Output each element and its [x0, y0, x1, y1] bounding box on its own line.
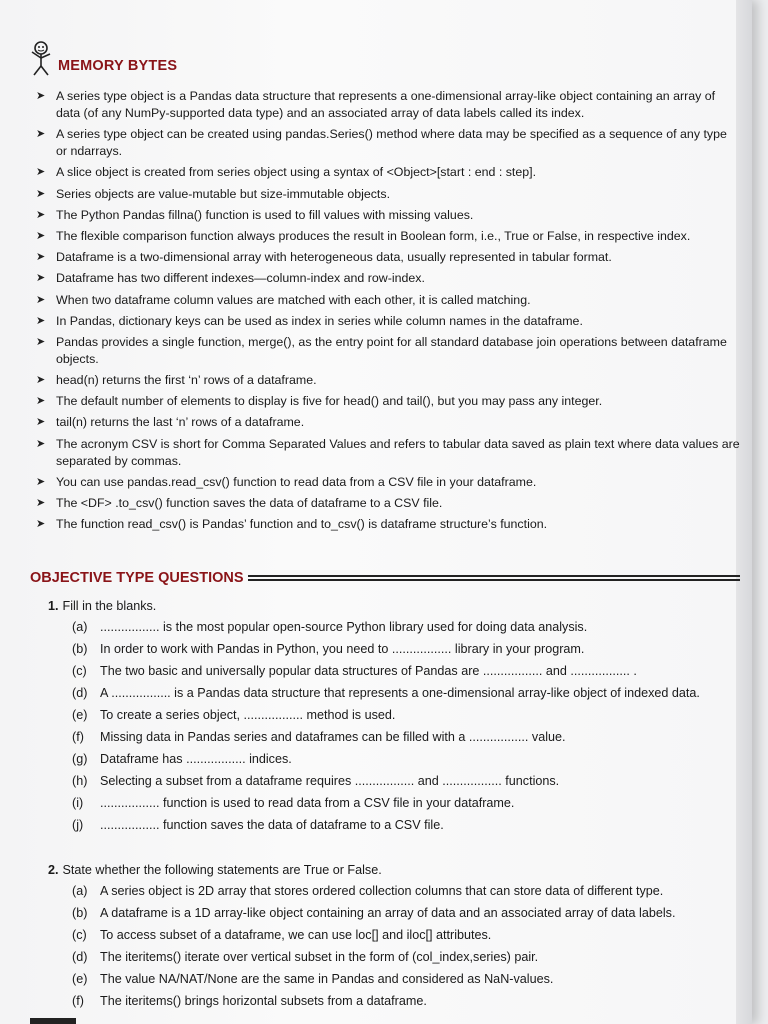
list-item: (d) The iteritems() iterate over vertical subset in the form of (col_index,series) pair.: [72, 950, 539, 964]
objective-header: [30, 570, 740, 586]
arrow-bullet-icon: ➤: [36, 416, 46, 429]
arrow-bullet-icon: ➤: [36, 208, 46, 221]
arrow-bullet-icon: ➤: [36, 166, 46, 179]
question-number: 1.: [48, 599, 59, 613]
arrow-bullet-icon: ➤: [36, 229, 46, 242]
list-item: (j) ................. function saves the data of dataframe to a CSV file.: [72, 818, 444, 832]
arrow-bullet-icon: ➤: [36, 251, 46, 264]
arrow-bullet-icon: ➤: [36, 335, 46, 348]
list-item: (a) ................. is the most popular open-source Python library used for doing data analysis.: [72, 620, 588, 634]
list-item: (c) The two basic and universally popular data structures of Pandas are ................. and ................. .: [72, 664, 637, 678]
arrow-bullet-icon: ➤: [36, 395, 46, 408]
list-item: (c) To access subset of a dataframe, we can use loc[] and iloc[] attributes.: [72, 928, 492, 942]
list-item: ➤ Dataframe is a two-dimensional array with heterogeneous data, usually represented in tabular format.: [36, 250, 612, 265]
list-item: ➤ Dataframe has two different indexes—column-index and row-index.: [36, 271, 425, 286]
list-item: ➤ head(n) returns the first ‘n’ rows of a dataframe.: [36, 373, 317, 388]
question-2-items: [72, 883, 738, 1010]
list-item: (e) To create a series object, ................. method is used.: [72, 708, 396, 722]
arrow-bullet-icon: ➤: [36, 437, 46, 450]
memory-bytes-header: [28, 40, 177, 76]
arrow-bullet-icon: ➤: [36, 187, 46, 200]
list-item: (h) Selecting a subset from a dataframe requires ................. and ................. functions.: [72, 774, 560, 788]
list-item: (f) The iteritems() brings horizontal subsets from a dataframe.: [72, 994, 427, 1008]
memory-bytes-title: MEMORY BYTES: [58, 58, 178, 74]
header-double-rule: [248, 574, 740, 583]
question-1-items: [72, 619, 738, 834]
arrow-bullet-icon: ➤: [36, 497, 46, 509]
arrow-bullet-icon: ➤: [36, 374, 46, 387]
list-item: (f) Missing data in Pandas series and dataframes can be filled with a ................. value.: [72, 730, 566, 744]
arrow-bullet-icon: ➤: [36, 518, 46, 531]
list-item: ➤ Series objects are value-mutable but size-immutable objects.: [36, 186, 391, 201]
list-item: ➤ The default number of elements to display is five for head() and tail(), but you may pass any integer.: [36, 394, 603, 409]
question-1: [48, 598, 738, 839]
list-item: ➤ You can use pandas.read_csv() function to read data from a CSV file in your dataframe.: [36, 474, 537, 489]
list-item: ➤ A series type object is a Pandas data structure that represents a one-dimensional array-like object containing an array of data (of any NumPy-supported data type) and an associated array of data labels called its index.: [36, 89, 716, 120]
list-item: ➤ tail(n) returns the last ‘n’ rows of a dataframe.: [36, 415, 305, 430]
list-item: (a) A series object is 2D array that stores ordered collection columns that can store data of different type.: [72, 884, 664, 898]
question-text: State whether the following statements are True or False.: [62, 863, 382, 877]
list-item: ➤ The function read_csv() is Pandas’ function and to_csv() is dataframe structure’s function.: [36, 517, 548, 532]
list-item: (b) In order to work with Pandas in Python, you need to ................. library in your program.: [72, 642, 585, 656]
list-item: ➤ The Python Pandas fillna() function is used to fill values with missing values.: [36, 207, 474, 222]
list-item: (i) ................. function is used to read data from a CSV file in your dataframe.: [72, 796, 515, 810]
list-item: (b) A dataframe is a 1D array-like object containing an array of data and an associated array of data labels.: [72, 906, 676, 920]
footer-bar: [30, 1018, 76, 1024]
list-item: ➤ The <DF> .to_csv() function saves the data of dataframe to a CSV file.: [36, 496, 443, 510]
arrow-bullet-icon: ➤: [36, 475, 46, 488]
arrow-bullet-icon: ➤: [36, 314, 46, 327]
list-item: (d) A ................. is a Pandas data structure that represents a one-dimensional array-like object of indexed data.: [72, 686, 700, 700]
question-text: Fill in the blanks.: [62, 599, 157, 613]
list-item: (e) The value NA/NAT/None are the same in Pandas and considered as NaN-values.: [72, 972, 554, 986]
list-item: ➤ Pandas provides a single function, merge(), as the entry point for all standard database join operations between dataframe objects.: [36, 334, 727, 366]
list-item: (g) Dataframe has ................. indices.: [72, 752, 292, 766]
arrow-bullet-icon: ➤: [36, 90, 46, 102]
arrow-bullet-icon: ➤: [36, 293, 46, 306]
list-item: ➤ The flexible comparison function always produces the result in Boolean form, i.e., True or False, in respective index.: [36, 228, 691, 243]
list-item: ➤ A slice object is created from series object using a syntax of <Object>[start : end : step].: [36, 165, 537, 180]
list-item: ➤ In Pandas, dictionary keys can be used as index in series while column names in the dataframe.: [36, 313, 583, 328]
objective-title: OBJECTIVE TYPE QUESTIONS: [30, 570, 244, 586]
memory-bytes-icon: [28, 40, 54, 76]
question-2: [48, 862, 738, 1015]
arrow-bullet-icon: ➤: [36, 272, 46, 285]
memory-bytes-list: [36, 88, 741, 537]
list-item: ➤ A series type object can be created using pandas.Series() method where data may be specified as a sequence of any type or ndarrays.: [36, 127, 727, 159]
list-item: ➤ The acronym CSV is short for Comma Separated Values and refers to tabular data saved as plain text where data values are separated by commas.: [36, 436, 740, 468]
arrow-bullet-icon: ➤: [36, 128, 46, 141]
list-item: ➤ When two dataframe column values are matched with each other, it is called matching.: [36, 292, 531, 307]
question-number: 2.: [48, 863, 59, 877]
